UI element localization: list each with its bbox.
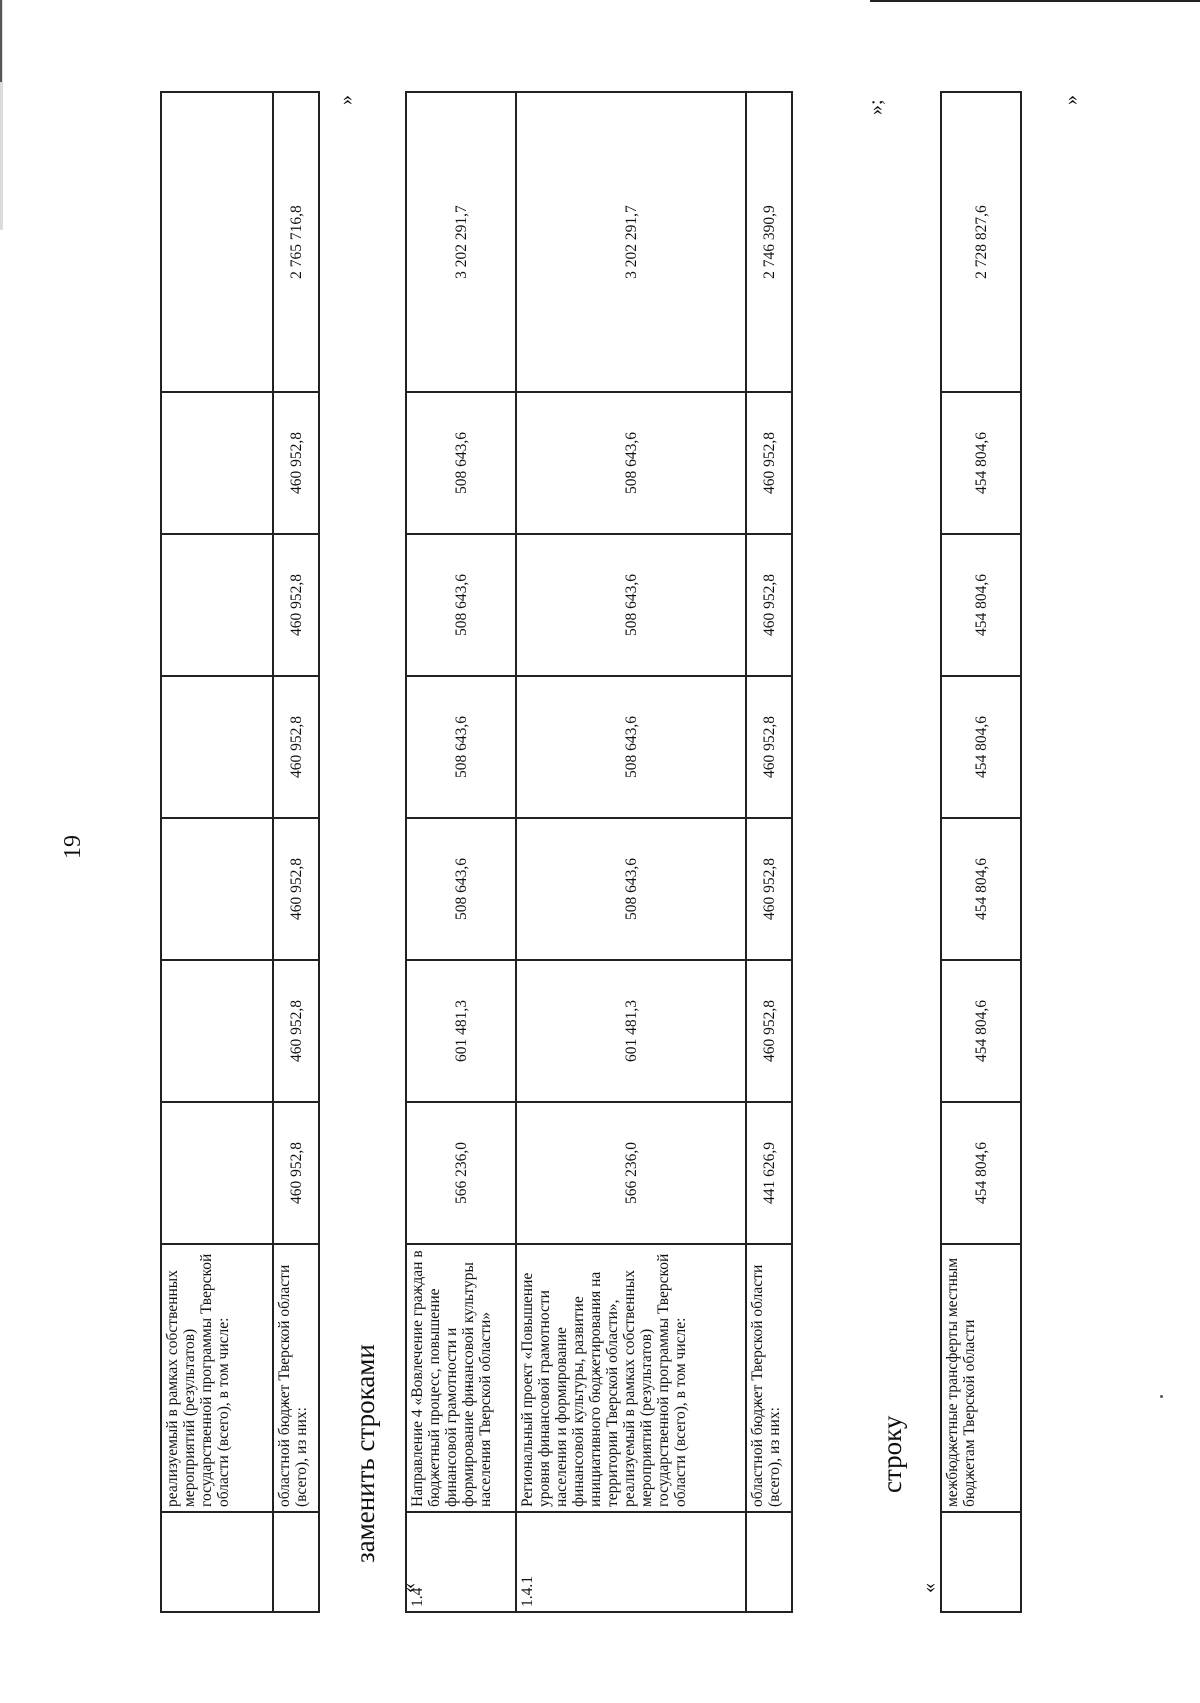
value-cell: 566 236,0 <box>516 1102 746 1244</box>
value-cell: 566 236,0 <box>406 1102 516 1244</box>
closing-quote: » <box>1060 95 1082 105</box>
value-cell <box>161 818 273 960</box>
row-name: реализуемый в рамках собственных мероприятий (результатов) государственной программы Тверской области (всего), в том числе: <box>161 1244 273 1512</box>
value-cell <box>161 392 273 534</box>
value-cell: 508 643,6 <box>406 392 516 534</box>
value-cell: 2 728 827,6 <box>941 92 1021 392</box>
table-fragment-3 <box>940 91 1022 1613</box>
value-cell: 460 952,8 <box>746 676 792 818</box>
value-cell <box>161 92 273 392</box>
value-cell: 460 952,8 <box>273 676 319 818</box>
value-cell <box>161 1102 273 1244</box>
closing-quote: »; <box>865 99 887 115</box>
table-row <box>406 92 516 1612</box>
value-cell: 601 481,3 <box>516 960 746 1102</box>
value-cell: 508 643,6 <box>406 676 516 818</box>
row-name: межбюджетные трансферты местным бюджетам Тверской области <box>941 1244 1021 1512</box>
table-row <box>273 92 319 1612</box>
value-cell: 460 952,8 <box>746 960 792 1102</box>
table-fragment-2 <box>405 91 793 1613</box>
value-cell: 454 804,6 <box>941 676 1021 818</box>
value-cell: 460 952,8 <box>746 392 792 534</box>
value-cell <box>161 676 273 818</box>
value-cell: 460 952,8 <box>273 960 319 1102</box>
value-cell <box>161 534 273 676</box>
value-cell: 508 643,6 <box>516 676 746 818</box>
value-cell: 454 804,6 <box>941 534 1021 676</box>
value-cell: 2 765 716,8 <box>273 92 319 392</box>
value-cell: 3 202 291,7 <box>406 92 516 392</box>
row-number <box>941 1512 1021 1612</box>
replace-with-rows-label: заменить строками <box>350 1344 380 1563</box>
row-number: 1.4 <box>406 1512 516 1612</box>
value-cell: 601 481,3 <box>406 960 516 1102</box>
value-cell: 441 626,9 <box>746 1102 792 1244</box>
value-cell: 454 804,6 <box>941 960 1021 1102</box>
value-cell: 460 952,8 <box>746 818 792 960</box>
value-cell: 460 952,8 <box>273 818 319 960</box>
value-cell: 3 202 291,7 <box>516 92 746 392</box>
value-cell: 454 804,6 <box>941 1102 1021 1244</box>
table-row <box>516 92 746 1612</box>
row-number <box>273 1512 319 1612</box>
value-cell: 454 804,6 <box>941 392 1021 534</box>
row-name: Направление 4 «Вовлечение граждан в бюджетный процесс, повышение финансовой грамотности и формирование финансовой культуры населения Тверской области» <box>406 1244 516 1512</box>
row-name: областной бюджет Тверской области (всего), из них: <box>746 1244 792 1512</box>
value-cell: 460 952,8 <box>273 1102 319 1244</box>
value-cell <box>161 960 273 1102</box>
opening-quote: « <box>918 1583 940 1593</box>
row-number: 1.4.1 <box>516 1512 746 1612</box>
value-cell: 508 643,6 <box>516 534 746 676</box>
row-name: областной бюджет Тверской области (всего), из них: <box>273 1244 319 1512</box>
value-cell: 460 952,8 <box>273 392 319 534</box>
row-number <box>161 1512 273 1612</box>
row-number <box>746 1512 792 1612</box>
value-cell: 508 643,6 <box>516 818 746 960</box>
table-fragment-1 <box>160 91 320 1613</box>
table-row <box>161 92 273 1612</box>
row-label: строку <box>877 1415 907 1493</box>
value-cell: 508 643,6 <box>406 818 516 960</box>
value-cell: 2 746 390,9 <box>746 92 792 392</box>
table-row <box>941 92 1021 1612</box>
value-cell: 460 952,8 <box>273 534 319 676</box>
value-cell: 508 643,6 <box>516 392 746 534</box>
value-cell: 460 952,8 <box>746 534 792 676</box>
value-cell: 508 643,6 <box>406 534 516 676</box>
table-row <box>746 92 792 1612</box>
closing-quote: » <box>335 95 357 105</box>
opening-quote: « <box>398 1583 420 1593</box>
page-number: 19 <box>60 835 86 859</box>
value-cell: 454 804,6 <box>941 818 1021 960</box>
row-name: Региональный проект «Повышение уровня финансовой грамотности населения и формирование финансовой культуры, развитие инициативного бюджетирования на территории Тверской области», реализуемый в рамках собственных мероприятий (результатов) государственной программы Тверской области (всего), в том числе: <box>516 1244 746 1512</box>
